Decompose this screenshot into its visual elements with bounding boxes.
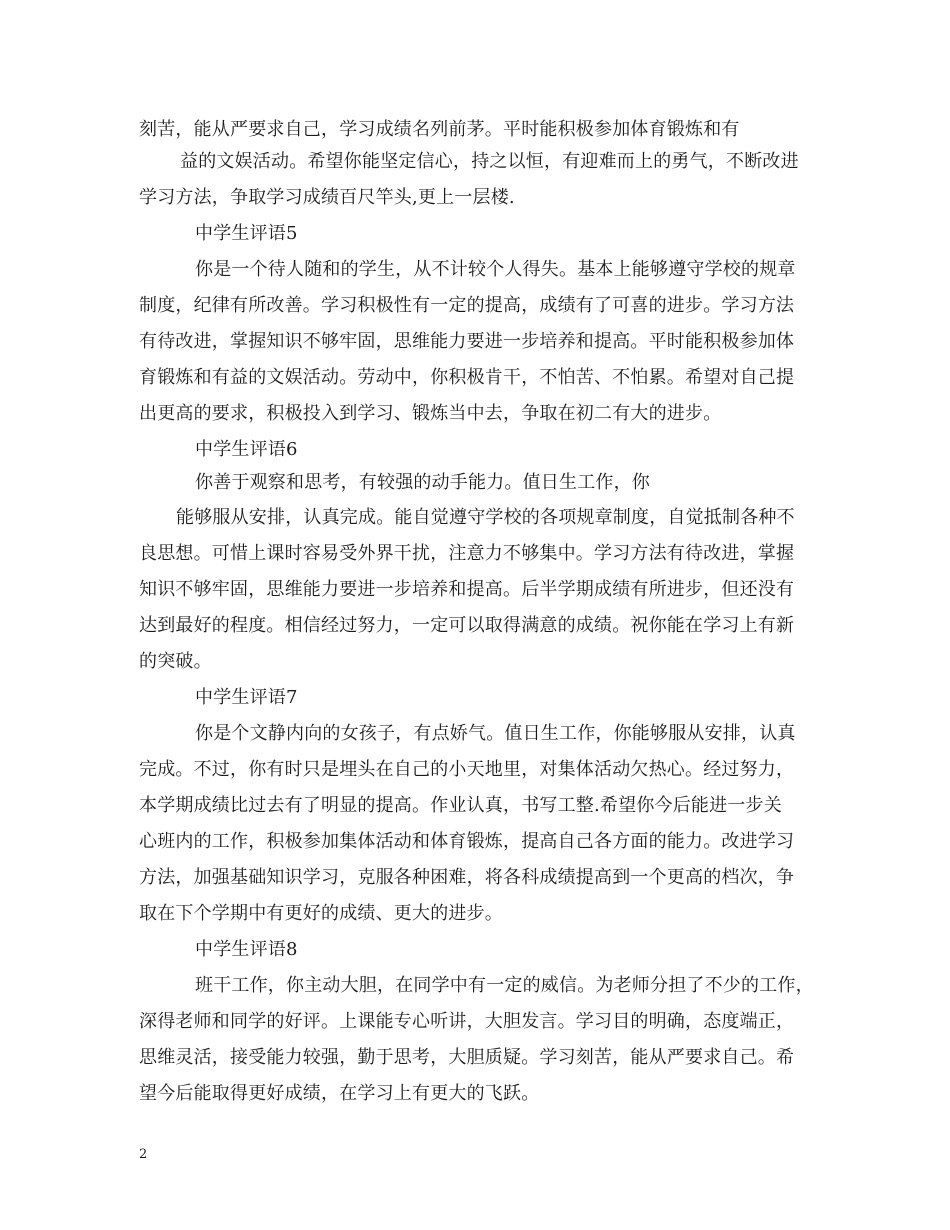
text-line: 思维灵活，接受能力较强，勤于思考，大胆质疑。学习刻苦，能从严要求自己。希: [139, 1047, 795, 1068]
text-line: 你是个文静内向的女孩子，有点娇气。值日生工作，你能够服从安排，认真: [195, 723, 796, 744]
text-line: 心班内的工作，积极参加集体活动和体育锻炼，提高自己各方面的能力。改进学习: [139, 831, 795, 852]
text-line: 学习方法，争取学习成绩百尺竿头,更上一层楼.: [139, 187, 515, 208]
text-line: 有待改进，掌握知识不够牢固，思维能力要进一步培养和提高。平时能积极参加体: [139, 331, 795, 352]
text-line: 你是一个待人随和的学生，从不计较个人得失。基本上能够遵守学校的规章: [195, 259, 796, 280]
text-line: 制度，纪律有所改善。学习积极性有一定的提高，成绩有了可喜的进步。学习方法: [139, 295, 795, 316]
text-line: 育锻炼和有益的文娱活动。劳动中，你积极肯干，不怕苦、不怕累。希望对自己提: [139, 367, 795, 388]
section-heading: 中学生评语7: [195, 687, 298, 708]
section-heading: 中学生评语5: [195, 223, 298, 244]
text-line: 良思想。可惜上课时容易受外界干扰，注意力不够集中。学习方法有待改进，掌握: [139, 543, 795, 564]
text-line: 完成。不过，你有时只是埋头在自己的小天地里，对集体活动欠热心。经过努力，: [139, 759, 795, 780]
section-heading: 中学生评语6: [195, 439, 298, 460]
text-line: 深得老师和同学的好评。上课能专心听讲，大胆发言。学习目的明确，态度端正，: [139, 1011, 795, 1032]
text-line: 知识不够牢固，思维能力要进一步培养和提高。后半学期成绩有所进步，但还没有: [139, 579, 795, 600]
text-line: 你善于观察和思考，有较强的动手能力。值日生工作，你: [195, 472, 650, 493]
text-line: 刻苦，能从严要求自己，学习成绩名列前茅。平时能积极参加体育锻炼和有: [139, 119, 740, 140]
text-line: 取在下个学期中有更好的成绩、更大的进步。: [139, 903, 503, 924]
text-line: 出更高的要求，积极投入到学习、锻炼当中去，争取在初二有大的进步。: [139, 403, 722, 424]
text-line: 望今后能取得更好成绩，在学习上有更大的飞跃。: [139, 1083, 540, 1104]
text-line: 的突破。: [139, 651, 212, 672]
text-line: 方法，加强基础知识学习，克服各种困难，将各科成绩提高到一个更高的档次，争: [139, 867, 795, 888]
text-line: 达到最好的程度。相信经过努力，一定可以取得满意的成绩。祝你能在学习上有新: [139, 615, 795, 636]
text-line: 班干工作，你主动大胆，在同学中有一定的威信。为老师分担了不少的工作，: [195, 975, 814, 996]
text-line: 益的文娱活动。希望你能坚定信心，持之以恒，有迎难而上的勇气，不断改进: [180, 151, 799, 172]
text-line: 本学期成绩比过去有了明显的提高。作业认真，书写工整.希望你今后能进一步关: [139, 795, 782, 816]
text-line: 能够服从安排，认真完成。能自觉遵守学校的各项规章制度，自觉抵制各种不: [176, 507, 795, 528]
page-number: 2: [139, 1147, 148, 1162]
section-heading: 中学生评语8: [195, 939, 298, 960]
